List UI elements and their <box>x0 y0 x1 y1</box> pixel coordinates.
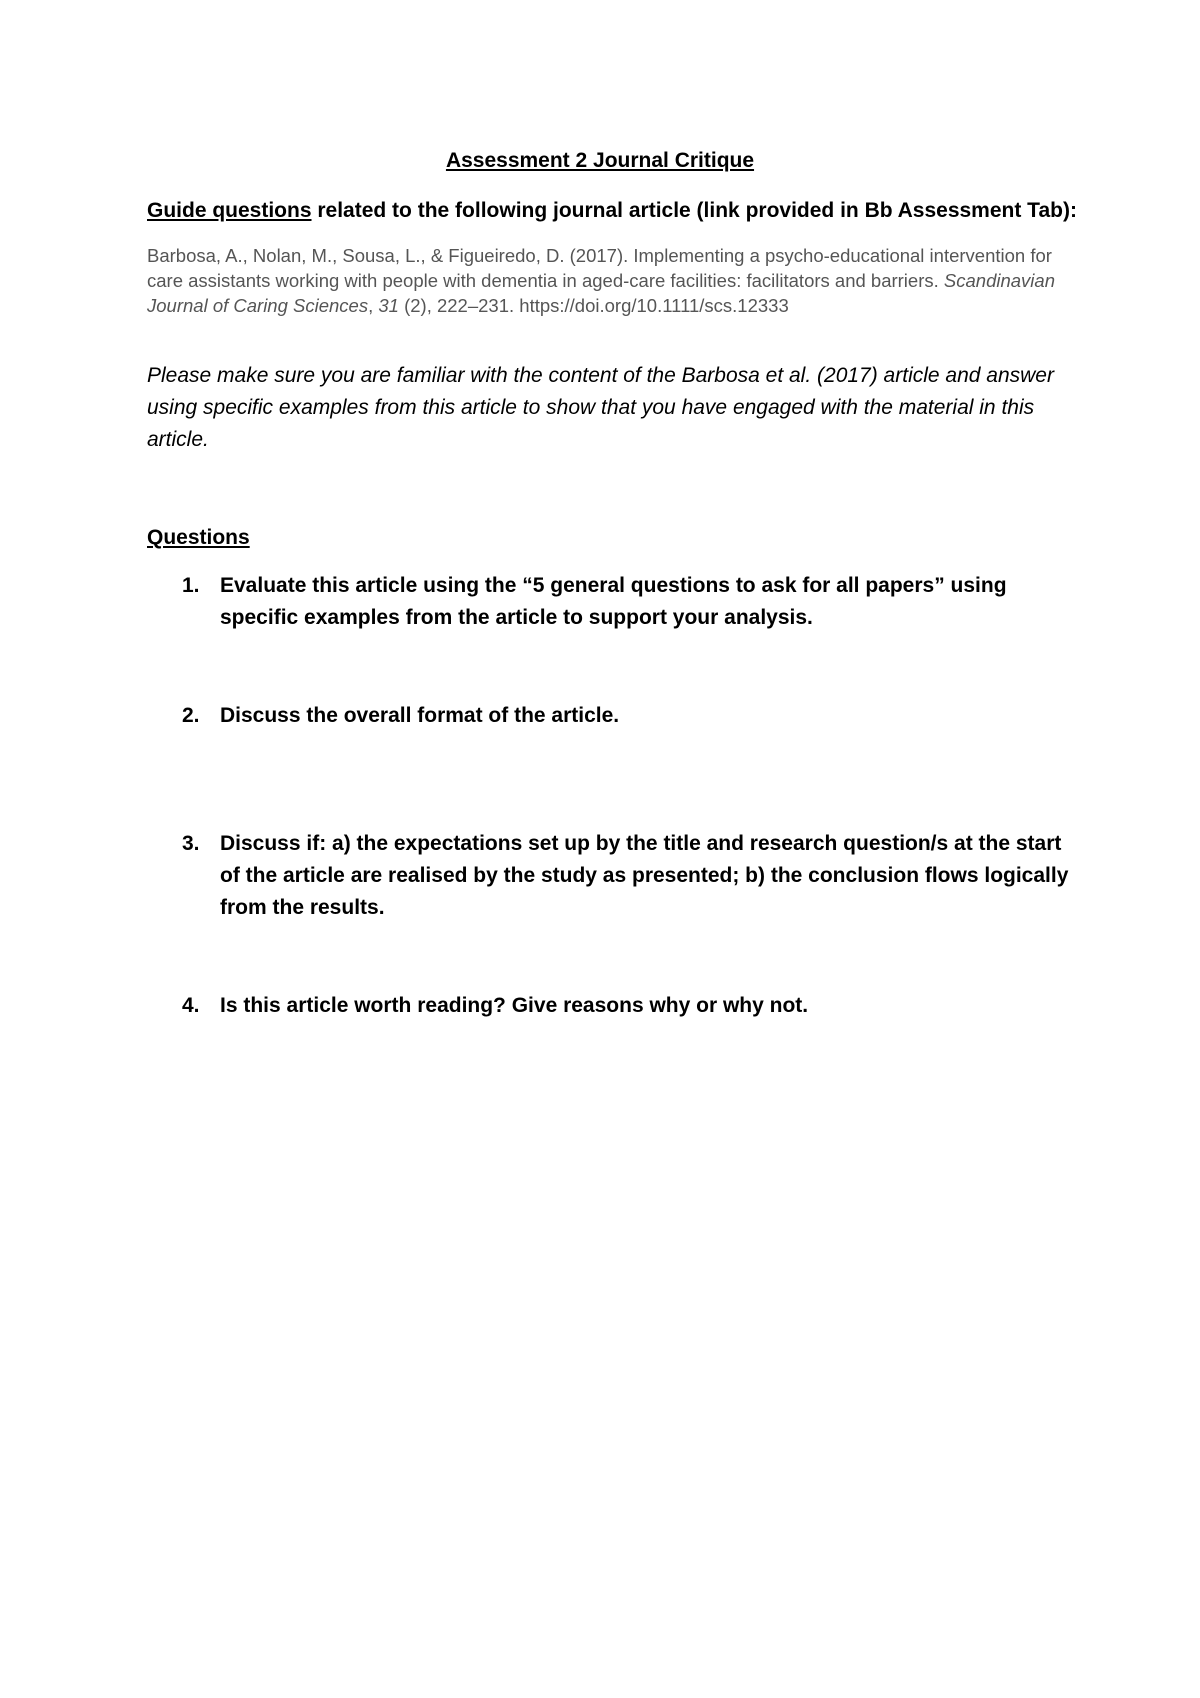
article-citation <box>147 243 1077 318</box>
guide-line <box>147 197 1087 225</box>
guide-questions-label: Guide questions <box>147 199 312 222</box>
question-number: 3. <box>182 832 200 855</box>
question-number: 1. <box>182 574 200 597</box>
question-number: 4. <box>182 994 200 1017</box>
citation-authors-title: Barbosa, A., Nolan, M., Sousa, L., & Figueiredo, D. (2017). Implementing a psycho-educational intervention for care assistants working with people with dementia in aged-care facilities: facilitators and barriers. <box>147 245 1052 291</box>
question-text: Is this article worth reading? Give reasons why or why not. <box>220 994 809 1017</box>
instruction-paragraph: Please make sure you are familiar with the content of the Barbosa et al. (2017) article and answer using specific examples from this article to show that you have engaged with the material in this article. <box>147 364 1054 451</box>
question-text: Evaluate this article using the “5 general questions to ask for all papers” using specific examples from the article to support your analysis. <box>220 574 1007 629</box>
question-text: Discuss if: a) the expectations set up by the title and research question/s at the start of the article are realised by the study as presented; b) the conclusion flows logically from the results. <box>220 832 1069 919</box>
questions-heading: Questions <box>147 526 250 549</box>
citation-journal: Scandinavian Journal of Caring Sciences <box>147 270 1055 316</box>
citation-pages-doi: (2), 222–231. https://doi.org/10.1111/scs.12333 <box>398 295 789 316</box>
question-number: 2. <box>182 704 200 727</box>
question-text: Discuss the overall format of the article. <box>220 704 620 727</box>
citation-separator: , <box>368 295 379 316</box>
citation-volume: 31 <box>378 295 399 316</box>
document-title: Assessment 2 Journal Critique <box>445 149 755 172</box>
guide-line-text: related to the following journal article (link provided in Bb Assessment Tab): <box>311 199 1077 222</box>
